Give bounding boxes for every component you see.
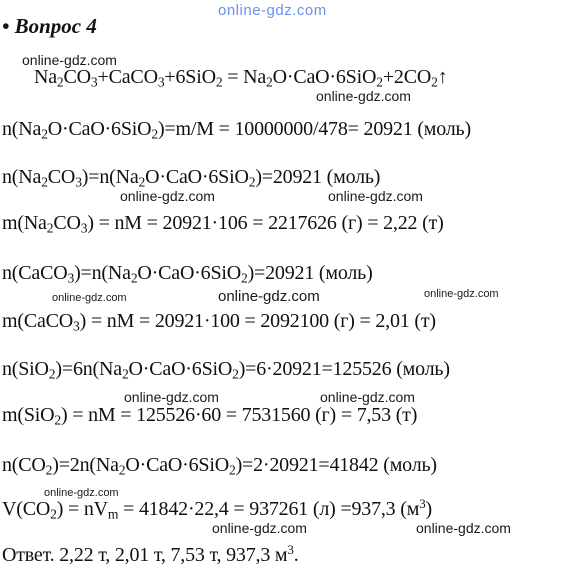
watermark: online-gdz.com: [120, 188, 215, 204]
calc-line-n-caco3: $n(CaCO_3)=n(Na_2O\cdot CaO\cdot 6SiO_2)=20921$ (моль): [2, 262, 373, 286]
calc-line-m-caco3: m(CaCO$_3$) = nM = 20921·100 = 2092100 (г) = 2,01 (т): [2, 310, 436, 334]
calc-line-n-glass: $n(Na_2O\cdot CaO\cdot 6SiO_2)=m/M = 10000000/478= 20921$ (моль): [2, 118, 471, 142]
calc-line-v-co2: $V(CO_2) = nV_m = 41842\cdot 22,4 = 937261$ (л) =937,3 $(м^3)$: [2, 495, 432, 522]
question-title: • Вопрос 4: [2, 14, 97, 38]
calc-line-n-co2: $n(CO_2)=2n(Na_2O\cdot CaO\cdot 6SiO_2)=2\cdot 20921=41842$ (моль): [2, 454, 437, 478]
calc-line-m-na2co3: $m(Na_2CO_3)$ = nM = 20921·106 = 2217626 (г) = 2,22 (т): [2, 212, 444, 236]
watermark: online-gdz.com: [320, 389, 415, 405]
watermark: online-gdz.com: [212, 520, 307, 536]
watermark: online-gdz.com: [44, 487, 119, 499]
watermark: online-gdz.com: [52, 292, 127, 304]
calc-line-m-sio2: m(SiO$_2$) = nM = 125526·60 = 7531560 (г) = 7,53 (т): [2, 404, 418, 428]
watermark-top: online-gdz.com: [218, 2, 327, 19]
reaction-equation: $Na_2CO_3+CaCO_3+6SiO_2$ = $Na_2O\cdot CaO\cdot 6SiO_2+2CO_2↑$: [34, 66, 448, 90]
watermark: online-gdz.com: [22, 52, 117, 68]
watermark: online-gdz.com: [328, 188, 423, 204]
watermark: online-gdz.com: [124, 389, 219, 405]
answer-line: Ответ. 2,22 т, 2,01 т, 7,53 т, 937,3 $м^3$.: [2, 541, 299, 566]
watermark: online-gdz.com: [424, 288, 499, 300]
calc-line-n-sio2: $n(SiO_2)=6n(Na_2O\cdot CaO\cdot 6SiO_2)=6\cdot 20921=125526$ (моль): [2, 358, 450, 382]
watermark: online-gdz.com: [416, 520, 511, 536]
watermark: online-gdz.com: [218, 288, 320, 305]
watermark: online-gdz.com: [316, 88, 411, 104]
calc-line-n-na2co3: $n(Na_2CO_3)=n(Na_2O\cdot CaO\cdot 6SiO_2)=20921$ (моль): [2, 166, 381, 190]
